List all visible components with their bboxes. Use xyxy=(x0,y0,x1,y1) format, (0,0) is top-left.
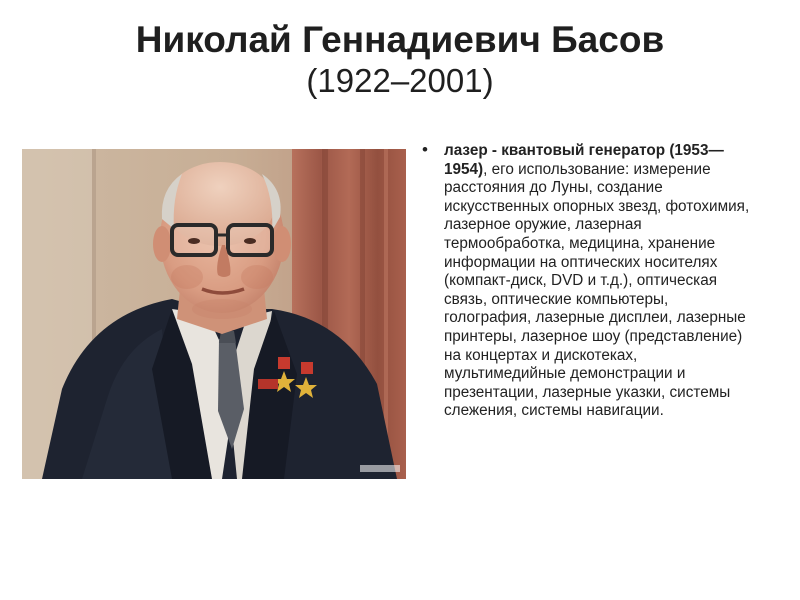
portrait-photo xyxy=(22,149,406,479)
bullet-list xyxy=(418,142,758,421)
bullet-marker: • xyxy=(422,140,428,159)
title-years: (1922–2001) xyxy=(306,61,494,99)
title-name: Николай Геннадиевич Басов xyxy=(135,19,665,60)
bullet-text: , его использование: измерение расстояния до Луны, создание искусственных опорных звезд, фотохимия, лазерное оружие, лазерная термообработка, медицина, хранение информации на оптических носителях (компакт-диск, DVD и т.д.), оптическая связь, оптические компьютеры, голография, лазерные дисплеи, лазерные принтеры, лазерное шоу (представление) на концертах и дискотеках, мультимедийные демонстрации и презентации, лазерные указки, системы слежения, системы навигации. xyxy=(444,160,750,420)
bullet-bold-text: лазер - квантовый генератор (1953—1954) xyxy=(444,142,724,178)
slide-title xyxy=(40,18,760,101)
list-item xyxy=(418,142,758,421)
portrait-illustration xyxy=(22,149,406,479)
